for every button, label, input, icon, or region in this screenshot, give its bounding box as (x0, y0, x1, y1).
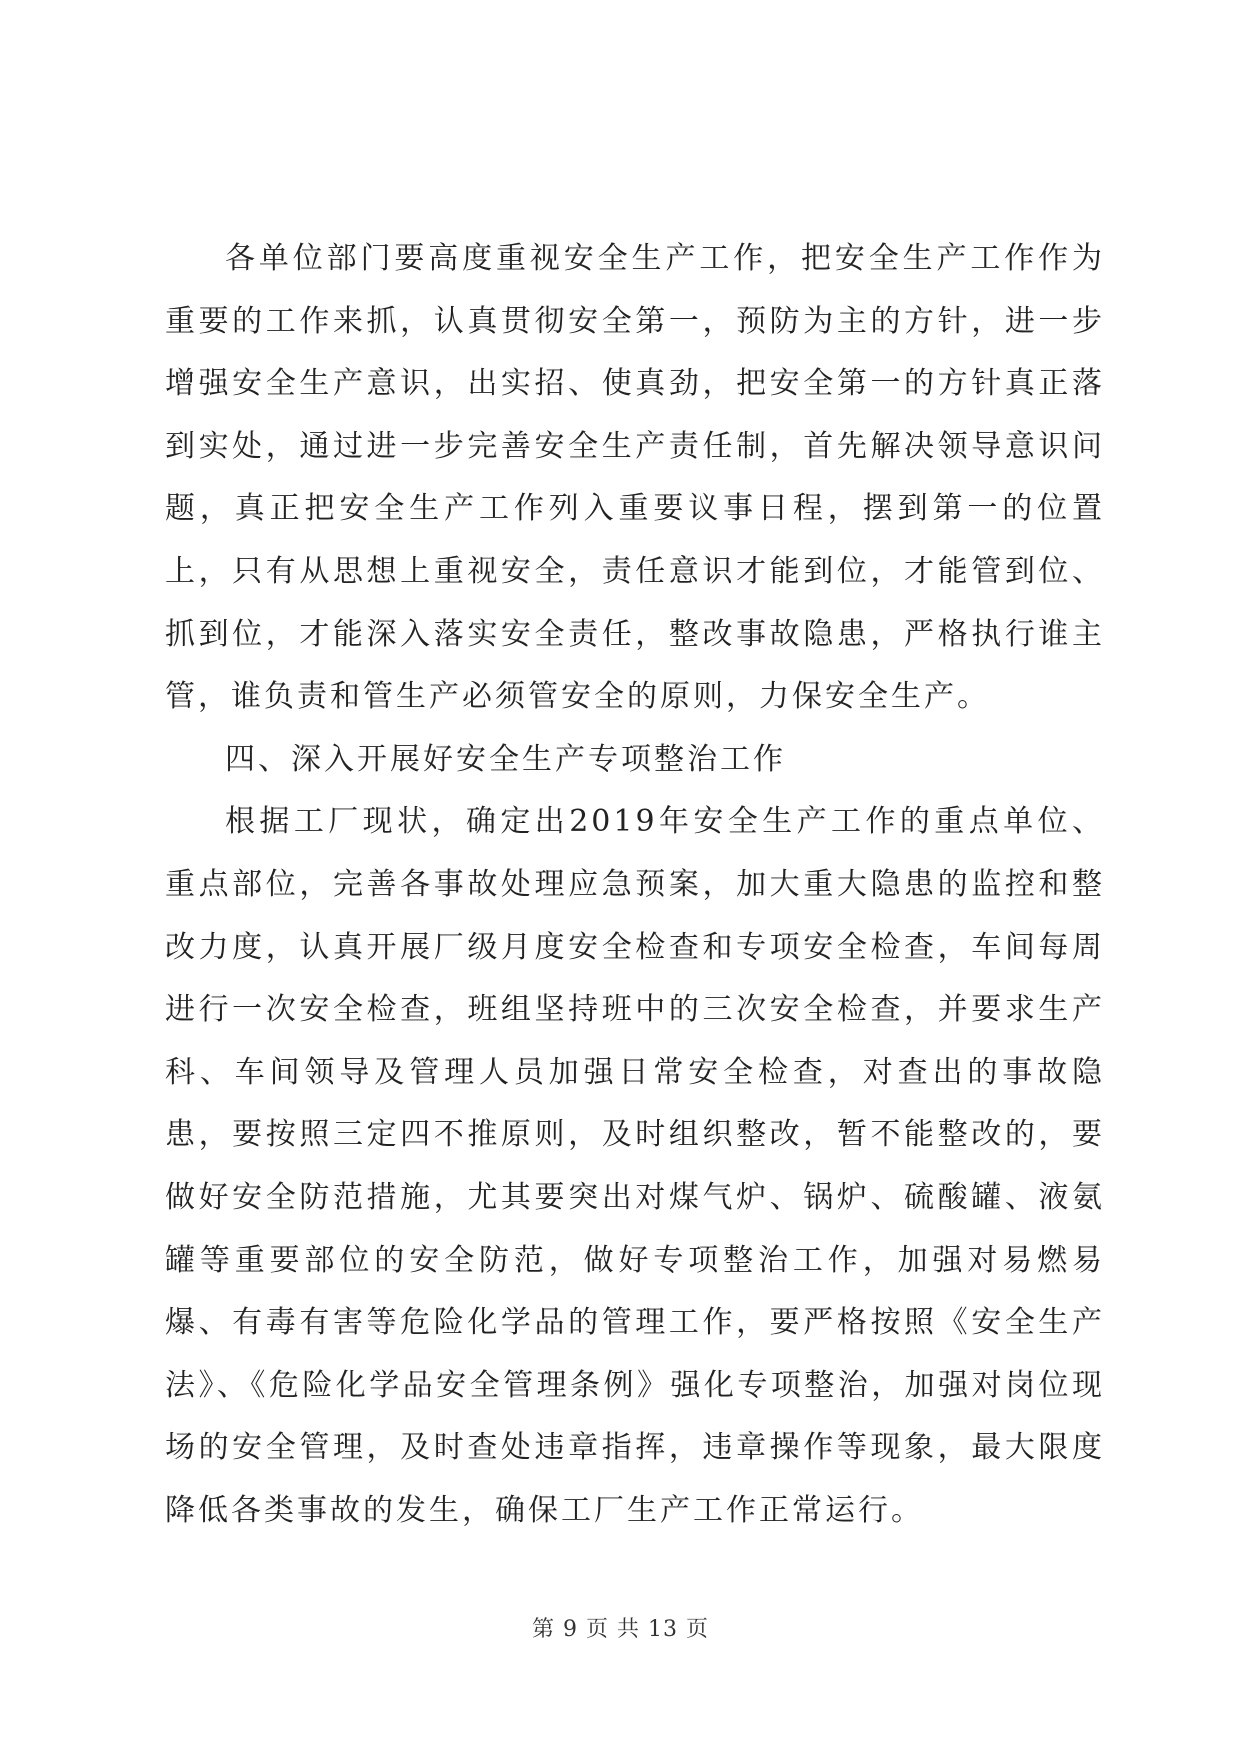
paragraph-safety-responsibility: 各单位部门要高度重视安全生产工作，把安全生产工作作为重要的工作来抓，认真贯彻安全第一，预防为主的方针，进一步增强安全生产意识，出实招、使真劲，把安全第一的方针真正落到实处，通过进一步完善安全生产责任制，首先解决领导意识问题，真正把安全生产工作列入重要议事日程，摆到第一的位置上，只有从思想上重视安全，责任意识才能到位，才能管到位、抓到位，才能深入落实安全责任，整改事故隐患，严格执行谁主管，谁负责和管生产必须管安全的原则，力保安全生产。 (165, 241, 1105, 715)
paragraph-special-rectification: 根据工厂现状，确定出2019年安全生产工作的重点单位、重点部位，完善各事故处理应急预案，加大重大隐患的监控和整改力度，认真开展厂级月度安全检查和专项安全检查，车间每周进行一次安全检查，班组坚持班中的三次安全检查，并要求生产科、车间领导及管理人员加强日常安全检查，对查出的事故隐患，要按照三定四不推原则，及时组织整改，暂不能整改的，要做好安全防范措施，尤其要突出对煤气炉、锅炉、硫酸罐、液氨罐等重要部位的安全防范，做好专项整治工作，加强对易燃易爆、有毒有害等危险化学品的管理工作，要严格按照《安全生产法》、《危险化学品安全管理条例》强化专项整治，加强对岗位现场的安全管理，及时查处违章指挥，违章操作等现象，最大限度降低各类事故的发生，确保工厂生产工作正常运行。 (165, 804, 1105, 1528)
document-body (165, 228, 1105, 1542)
section-heading-special-rectification: 四、深入开展好安全生产专项整治工作 (225, 741, 786, 777)
page-number-footer: 第 9 页 共 13 页 (532, 1617, 709, 1642)
